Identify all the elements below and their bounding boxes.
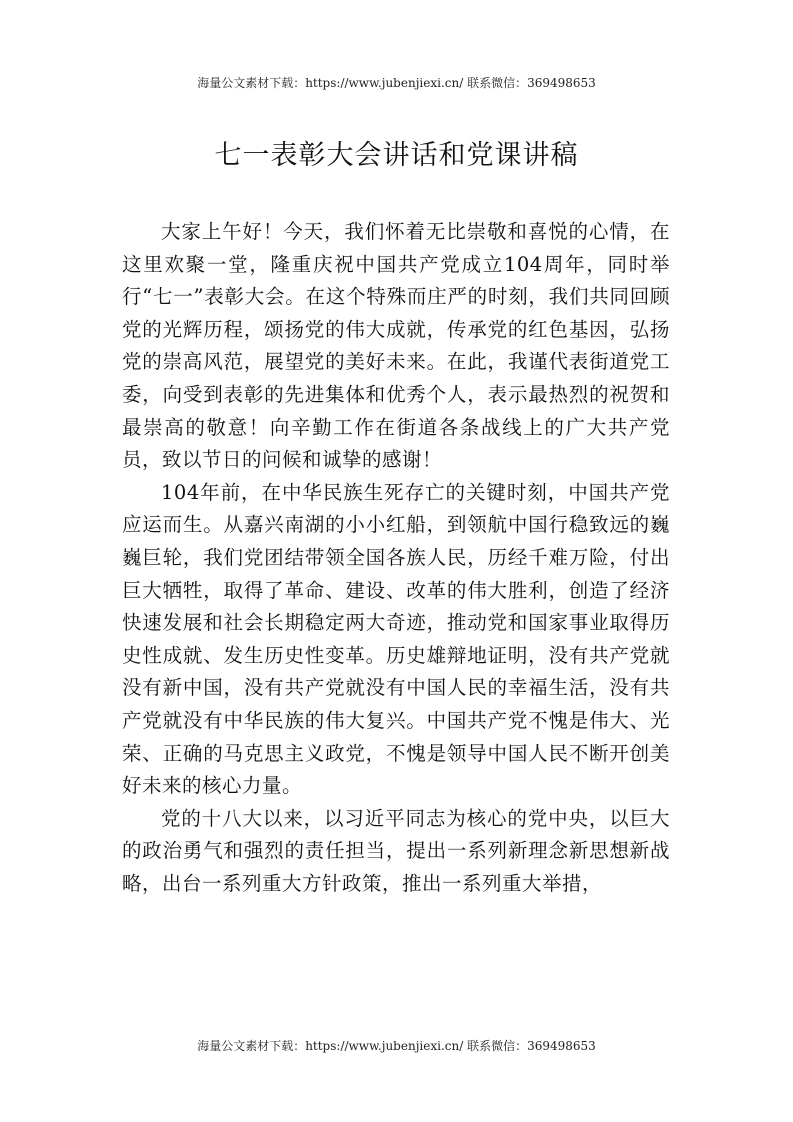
paragraph-3: 党的十八大以来，以习近平同志为核心的党中央，以巨大的政治勇气和强烈的责任担当，提出一系列新理念新思想新战略，出台一系列重大方针政策，推出一系列重大举措，: [122, 806, 670, 895]
document-body: [122, 216, 670, 900]
document-title: 七一表彰大会讲话和党课讲稿: [214, 140, 579, 171]
paragraph-1: 大家上午好！今天，我们怀着无比崇敬和喜悦的心情，在这里欢聚一堂，隆重庆祝中国共产党成立104周年，同时举行“七一”表彰大会。在这个特殊而庄严的时刻，我们共同回顾党的光辉历程，颂扬党的伟大成就，传承党的红色基因，弘扬党的崇高风范，展望党的美好未来。在此，我谨代表街道党工委，向受到表彰的先进集体和优秀个人，表示最热烈的祝贺和最崇高的敬意！向辛勤工作在街道各条战线上的广大共产党员，致以节日的问候和诚挚的感谢！: [122, 220, 670, 472]
running-footer: 海量公文素材下载：https://www.jubenjiexi.cn/ 联系微信：369498653: [197, 1039, 596, 1053]
running-header: 海量公文素材下载：https://www.jubenjiexi.cn/ 联系微信：369498653: [197, 76, 596, 90]
paragraph-2: 104年前，在中华民族生死存亡的关键时刻，中国共产党应运而生。从嘉兴南湖的小小红船，到领航中国行稳致远的巍巍巨轮，我们党团结带领全国各族人民，历经千难万险，付出巨大牺牲，取得了革命、建设、改革的伟大胜利，创造了经济快速发展和社会长期稳定两大奇迹，推动党和国家事业取得历史性成就、发生历史性变革。历史雄辩地证明，没有共产党就没有新中国，没有共产党就没有中国人民的幸福生活，没有共产党就没有中华民族的伟大复兴。中国共产党不愧是伟大、光荣、正确的马克思主义政党，不愧是领导中国人民不断开创美好未来的核心力量。: [122, 480, 670, 798]
